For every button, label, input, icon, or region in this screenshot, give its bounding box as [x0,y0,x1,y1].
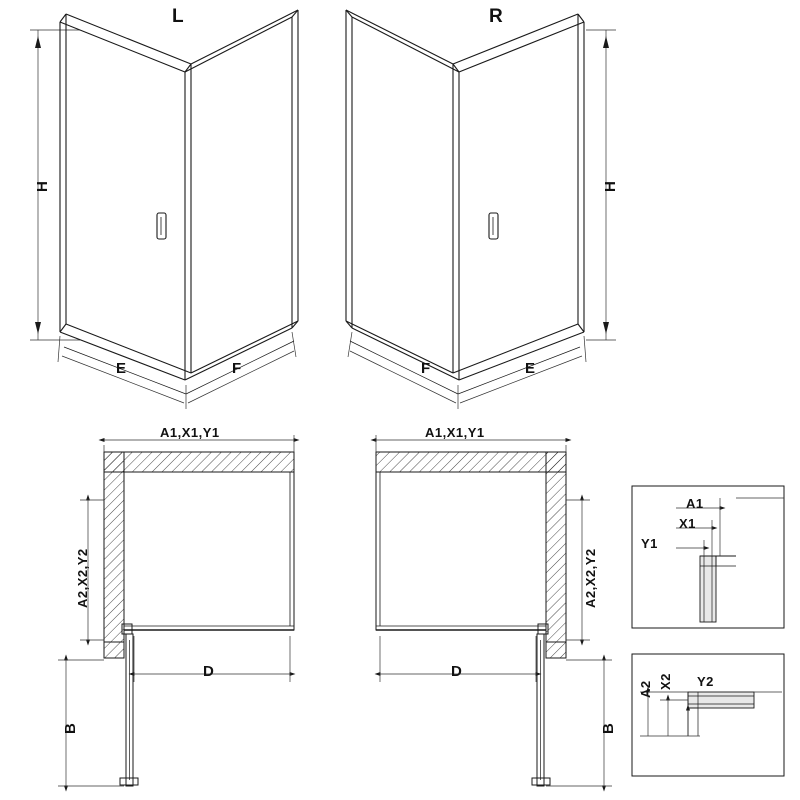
iso-view-right [346,10,616,409]
iso-right-handing-label: R [489,6,504,27]
detail-top-label-a1: A1 [686,496,704,511]
plan-right-top-dimension-label: A1,X1,Y1 [425,425,485,440]
iso-right-panel-f-label: F [421,360,431,377]
detail-top-label-y1: Y1 [641,536,658,551]
iso-right-height-label: H [602,180,619,192]
detail-bottom [632,654,784,776]
detail-bottom-label-y2: Y2 [697,674,714,689]
plan-view-left [58,435,294,786]
plan-left-top-dimension-label: A1,X1,Y1 [160,425,220,440]
detail-top-label-x1: X1 [679,516,696,531]
plan-left-side-dimension-label: A2,X2,Y2 [75,548,90,608]
plan-view-right [376,435,612,786]
plan-right-swing-dimension-label: B [600,722,617,734]
detail-top [632,486,784,628]
detail-bottom-label-x2: X2 [658,673,673,690]
iso-view-left [30,10,298,409]
iso-left-handing-label: L [172,6,185,27]
plan-left-swing-dimension-label: B [62,722,79,734]
iso-left-height-label: H [34,180,51,192]
detail-bottom-label-a2: A2 [638,680,653,698]
plan-left-door-dimension-label: D [203,663,215,680]
iso-left-panel-f-label: F [232,360,242,377]
iso-right-panel-e-label: E [525,360,536,377]
plan-right-door-dimension-label: D [451,663,463,680]
plan-right-side-dimension-label: A2,X2,Y2 [583,548,598,608]
iso-left-panel-e-label: E [116,360,127,377]
